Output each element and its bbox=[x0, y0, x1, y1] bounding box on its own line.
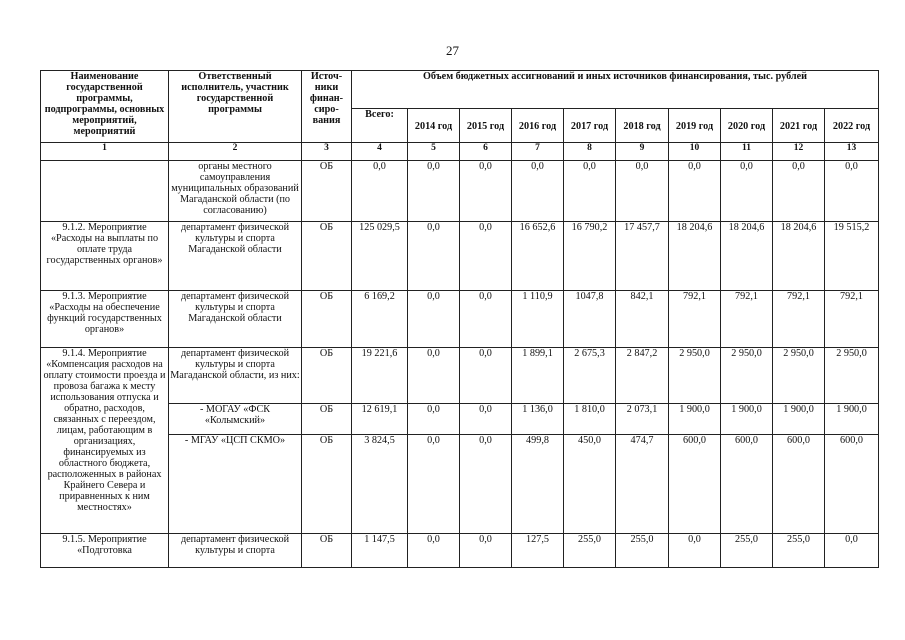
year-value-cell: 1 900,0 bbox=[825, 404, 879, 435]
executor-cell: департамент физической культуры и спорта Магаданской области bbox=[169, 222, 302, 291]
year-value-cell: 0,0 bbox=[669, 161, 721, 222]
year-value-cell: 18 204,6 bbox=[669, 222, 721, 291]
year-value-cell: 255,0 bbox=[721, 534, 773, 568]
activity-name-cell: 9.1.5. Мероприятие «Подготовка bbox=[41, 534, 169, 568]
column-number: 7 bbox=[512, 143, 564, 161]
activity-name-cell: 9.1.3. Мероприятие «Расходы на обеспечение функций государственных органов» bbox=[41, 291, 169, 348]
year-value-cell: 0,0 bbox=[460, 534, 512, 568]
total-cell: 125 029,5 bbox=[352, 222, 408, 291]
year-value-cell: 127,5 bbox=[512, 534, 564, 568]
header-year: 2019 год bbox=[669, 109, 721, 143]
year-value-cell: 18 204,6 bbox=[721, 222, 773, 291]
total-cell: 6 169,2 bbox=[352, 291, 408, 348]
year-value-cell: 0,0 bbox=[721, 161, 773, 222]
year-value-cell: 474,7 bbox=[616, 435, 669, 534]
activity-name-cell bbox=[41, 161, 169, 222]
table-row bbox=[41, 534, 879, 568]
year-value-cell: 16 790,2 bbox=[564, 222, 616, 291]
year-value-cell: 0,0 bbox=[669, 534, 721, 568]
year-value-cell: 0,0 bbox=[460, 291, 512, 348]
year-value-cell: 19 515,2 bbox=[825, 222, 879, 291]
year-value-cell: 0,0 bbox=[460, 222, 512, 291]
header-year: 2017 год bbox=[564, 109, 616, 143]
year-value-cell: 0,0 bbox=[460, 404, 512, 435]
column-number: 11 bbox=[721, 143, 773, 161]
year-value-cell: 255,0 bbox=[616, 534, 669, 568]
source-cell: ОБ bbox=[302, 222, 352, 291]
year-value-cell: 0,0 bbox=[408, 404, 460, 435]
year-value-cell: 16 652,6 bbox=[512, 222, 564, 291]
executor-cell: департамент физической культуры и спорта bbox=[169, 534, 302, 568]
column-number: 12 bbox=[773, 143, 825, 161]
header-year: 2016 год bbox=[512, 109, 564, 143]
column-number: 13 bbox=[825, 143, 879, 161]
total-cell: 12 619,1 bbox=[352, 404, 408, 435]
column-number: 9 bbox=[616, 143, 669, 161]
source-cell: ОБ bbox=[302, 348, 352, 404]
year-value-cell: 1 900,0 bbox=[721, 404, 773, 435]
year-value-cell: 600,0 bbox=[721, 435, 773, 534]
year-value-cell: 0,0 bbox=[825, 161, 879, 222]
year-value-cell: 2 950,0 bbox=[825, 348, 879, 404]
header-year: 2018 год bbox=[616, 109, 669, 143]
year-value-cell: 0,0 bbox=[460, 348, 512, 404]
source-cell: ОБ bbox=[302, 534, 352, 568]
year-value-cell: 792,1 bbox=[773, 291, 825, 348]
year-value-cell: 0,0 bbox=[408, 534, 460, 568]
year-value-cell: 792,1 bbox=[825, 291, 879, 348]
column-number: 8 bbox=[564, 143, 616, 161]
table-row bbox=[41, 348, 879, 404]
column-number: 5 bbox=[408, 143, 460, 161]
header-executor: Ответственный исполнитель, участник государственной программы bbox=[169, 71, 302, 143]
year-value-cell: 1047,8 bbox=[564, 291, 616, 348]
source-cell: ОБ bbox=[302, 404, 352, 435]
column-number: 3 bbox=[302, 143, 352, 161]
header-year: 2015 год bbox=[460, 109, 512, 143]
total-cell: 1 147,5 bbox=[352, 534, 408, 568]
year-value-cell: 1 900,0 bbox=[669, 404, 721, 435]
executor-cell: - МГАУ «ЦСП СКМО» bbox=[169, 435, 302, 534]
year-value-cell: 792,1 bbox=[721, 291, 773, 348]
table-row bbox=[41, 222, 879, 291]
year-value-cell: 2 950,0 bbox=[669, 348, 721, 404]
header-year: 2022 год bbox=[825, 109, 879, 143]
year-value-cell: 2 950,0 bbox=[773, 348, 825, 404]
executor-cell: - МОГАУ «ФСК «Колымский» bbox=[169, 404, 302, 435]
year-value-cell: 1 900,0 bbox=[773, 404, 825, 435]
year-value-cell: 0,0 bbox=[564, 161, 616, 222]
executor-cell: департамент физической культуры и спорта Магаданской области bbox=[169, 291, 302, 348]
year-value-cell: 792,1 bbox=[669, 291, 721, 348]
source-cell: ОБ bbox=[302, 291, 352, 348]
table-row bbox=[41, 291, 879, 348]
header-year: 2021 год bbox=[773, 109, 825, 143]
total-cell: 3 824,5 bbox=[352, 435, 408, 534]
year-value-cell: 0,0 bbox=[408, 291, 460, 348]
year-value-cell: 0,0 bbox=[773, 161, 825, 222]
year-value-cell: 255,0 bbox=[564, 534, 616, 568]
year-value-cell: 0,0 bbox=[408, 435, 460, 534]
column-number: 2 bbox=[169, 143, 302, 161]
total-cell: 19 221,6 bbox=[352, 348, 408, 404]
year-value-cell: 0,0 bbox=[408, 348, 460, 404]
executor-cell: департамент физической культуры и спорта Магаданской области, из них: bbox=[169, 348, 302, 404]
year-value-cell: 600,0 bbox=[669, 435, 721, 534]
header-year: 2020 год bbox=[721, 109, 773, 143]
column-number: 10 bbox=[669, 143, 721, 161]
year-value-cell: 499,8 bbox=[512, 435, 564, 534]
table-row bbox=[41, 161, 879, 222]
year-value-cell: 2 073,1 bbox=[616, 404, 669, 435]
activity-name-cell: 9.1.4. Мероприятие «Компенсация расходов на оплату стоимости проезда и провоза багажа к месту использования отпуска и обратно, расходов, связанных с переездом, лицам, работающим в организациях, финансируемых из областного бюджета, расположенных в районах Крайнего Севера и приравненных к ним местностях» bbox=[41, 348, 169, 534]
column-number: 4 bbox=[352, 143, 408, 161]
year-value-cell: 2 847,2 bbox=[616, 348, 669, 404]
year-value-cell: 0,0 bbox=[408, 161, 460, 222]
year-value-cell: 1 899,1 bbox=[512, 348, 564, 404]
year-value-cell: 0,0 bbox=[616, 161, 669, 222]
year-value-cell: 450,0 bbox=[564, 435, 616, 534]
budget-table bbox=[40, 70, 879, 568]
year-value-cell: 0,0 bbox=[408, 222, 460, 291]
year-value-cell: 0,0 bbox=[460, 161, 512, 222]
header-name: Наименование государственной программы, подпрограммы, основных мероприятий, мероприятий bbox=[41, 71, 169, 143]
column-number: 6 bbox=[460, 143, 512, 161]
year-value-cell: 842,1 bbox=[616, 291, 669, 348]
year-value-cell: 17 457,7 bbox=[616, 222, 669, 291]
header-year: 2014 год bbox=[408, 109, 460, 143]
year-value-cell: 0,0 bbox=[825, 534, 879, 568]
year-value-cell: 600,0 bbox=[773, 435, 825, 534]
header-source: Источ-ники финан-сиро-вания bbox=[302, 71, 352, 143]
year-value-cell: 0,0 bbox=[460, 435, 512, 534]
executor-cell: органы местного самоуправления муниципальных образований Магаданской области (по согласованию) bbox=[169, 161, 302, 222]
source-cell: ОБ bbox=[302, 435, 352, 534]
year-value-cell: 18 204,6 bbox=[773, 222, 825, 291]
total-cell: 0,0 bbox=[352, 161, 408, 222]
header-budget-title: Объем бюджетных ассигнований и иных источников финансирования, тыс. рублей bbox=[352, 71, 879, 109]
activity-name-cell: 9.1.2. Мероприятие «Расходы на выплаты по оплате труда государственных органов» bbox=[41, 222, 169, 291]
year-value-cell: 1 110,9 bbox=[512, 291, 564, 348]
year-value-cell: 600,0 bbox=[825, 435, 879, 534]
year-value-cell: 255,0 bbox=[773, 534, 825, 568]
year-value-cell: 1 810,0 bbox=[564, 404, 616, 435]
year-value-cell: 2 675,3 bbox=[564, 348, 616, 404]
year-value-cell: 0,0 bbox=[512, 161, 564, 222]
source-cell: ОБ bbox=[302, 161, 352, 222]
year-value-cell: 2 950,0 bbox=[721, 348, 773, 404]
column-number: 1 bbox=[41, 143, 169, 161]
year-value-cell: 1 136,0 bbox=[512, 404, 564, 435]
header-total: Всего: bbox=[352, 109, 408, 143]
page-number: 27 bbox=[446, 43, 459, 58]
